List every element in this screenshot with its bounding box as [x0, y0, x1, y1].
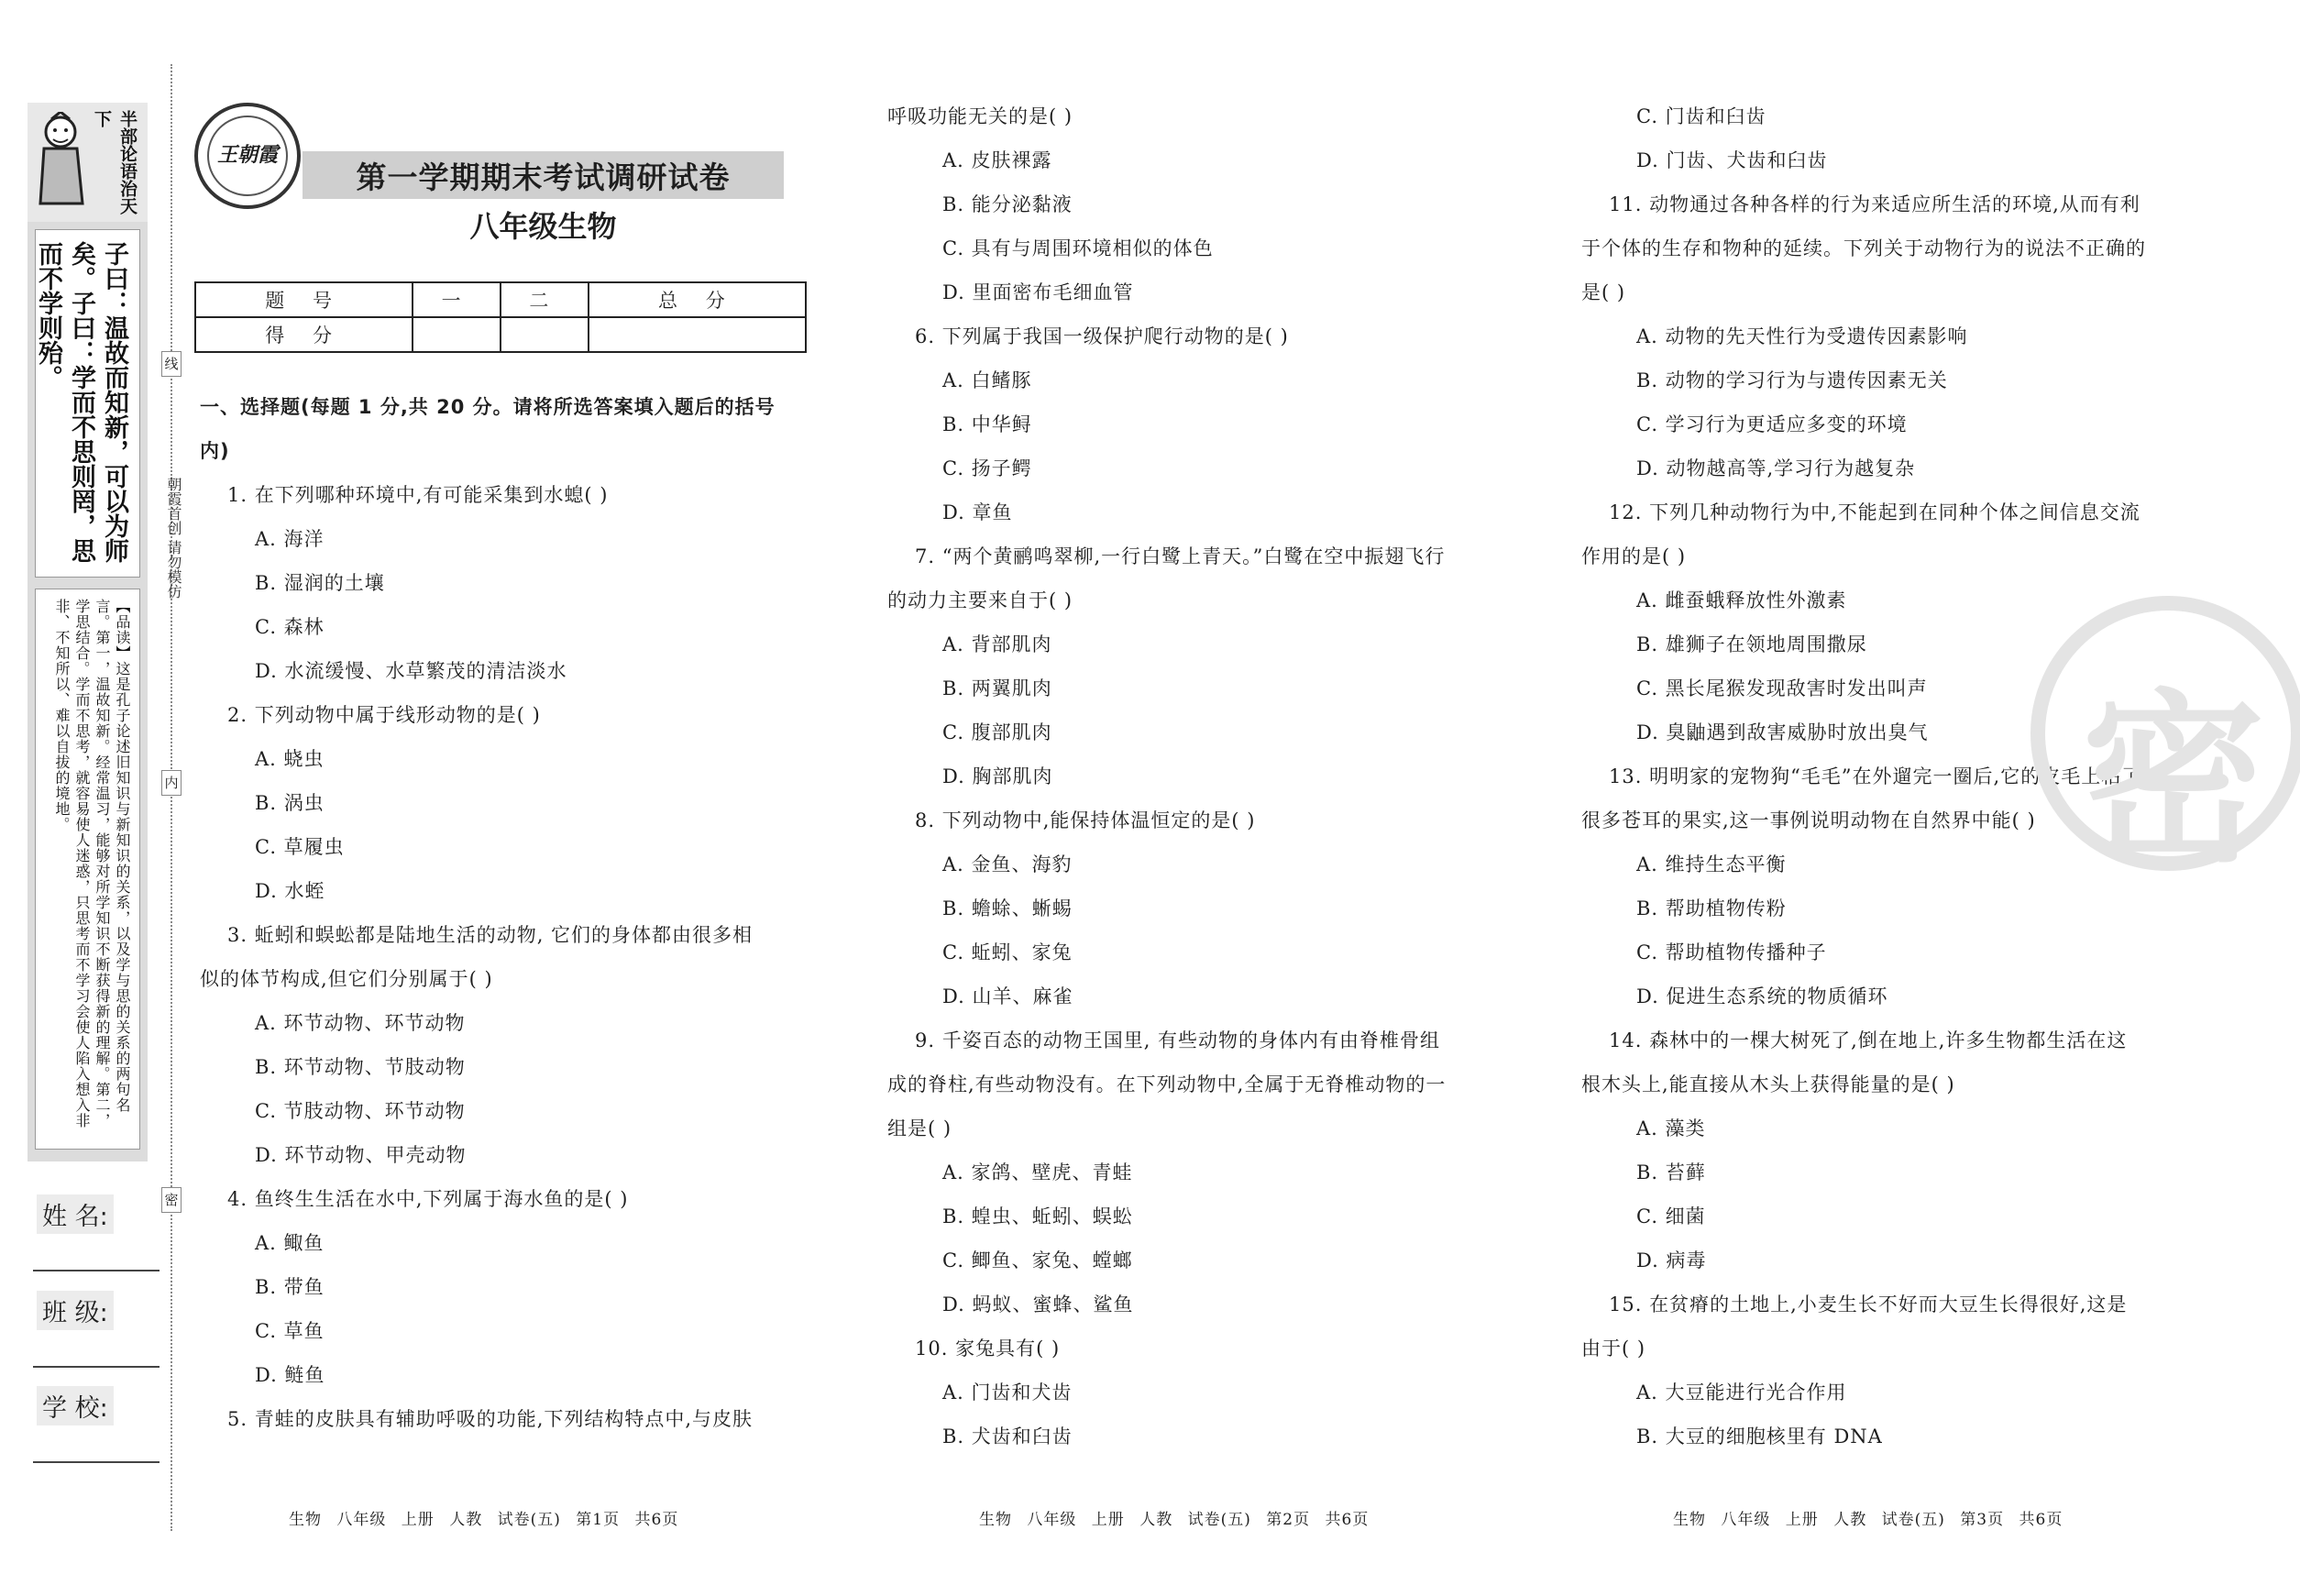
answer-option: A. 维持生态平衡: [1636, 853, 1787, 875]
score-table: [194, 281, 807, 353]
score-cell: 二: [501, 282, 589, 317]
answer-option: C. 扬子鳄: [942, 457, 1032, 479]
answer-option: A. 鲰鱼: [255, 1232, 325, 1254]
footer-page-2: 生物 八年级 上册 人教 试卷(五) 第2页 共6页: [979, 1511, 1370, 1529]
answer-option: B. 雄狮子在领地周围撒尿: [1636, 633, 1867, 655]
answer-option: C. 蚯蚓、家兔: [942, 941, 1073, 963]
section-heading: 内): [200, 440, 230, 462]
reading-box: [35, 589, 140, 1150]
answer-option: A. 金鱼、海豹: [942, 853, 1073, 875]
footer-page-1: 生物 八年级 上册 人教 试卷(五) 第1页 共6页: [289, 1511, 679, 1529]
score-cell: 得 分: [195, 317, 413, 352]
name-label: 姓 名:: [37, 1194, 114, 1234]
answer-option: C. 草鱼: [255, 1320, 325, 1342]
answer-option: B. 大豆的细胞核里有 DNA: [1636, 1425, 1883, 1447]
question-stem: 15. 在贫瘠的土地上,小麦生长不好而大豆生长得很好,这是: [1609, 1293, 2128, 1315]
column-1: [200, 385, 814, 1441]
fold-mark-1: 线: [161, 351, 182, 377]
answer-option: A. 动物的先天性行为受遗传因素影响: [1636, 325, 1968, 347]
answer-option: D. 促进生态系统的物质循环: [1636, 985, 1888, 1007]
fold-mark-3: 密: [161, 1187, 182, 1213]
confucius-cartoon-icon: [35, 112, 88, 213]
answer-option: B. 动物的学习行为与遗传因素无关: [1636, 369, 1948, 391]
answer-option: B. 帮助植物传粉: [1636, 897, 1787, 919]
answer-option: D. 章鱼: [942, 501, 1013, 523]
score-header-row: [195, 282, 806, 317]
sidebar-tag: 半部论语治天下: [92, 110, 138, 215]
answer-option: A. 环节动物、环节动物: [255, 1012, 466, 1034]
answer-option: D. 环节动物、甲壳动物: [255, 1144, 467, 1166]
class-line[interactable]: [33, 1366, 160, 1368]
answer-option: B. 湿润的土壤: [255, 572, 385, 594]
reading-text: 【品读】这是孔子论述旧知识与新知识的关系，以及学与思的关系的两句名言。第一，温故知新。经常温习，能够对所学知识不断获得新的理解。第二，学思结合。学而不思考，就容易使人迷惑，只思考而不学习会使人陷入想入非非、不知所以、难以自拔的境地。: [53, 599, 131, 1128]
answer-option: B. 苔藓: [1636, 1161, 1706, 1183]
answer-option: C. 鲫鱼、家兔、螳螂: [942, 1249, 1133, 1271]
fold-mark-2: 内: [161, 770, 182, 796]
motto-box: [35, 229, 140, 578]
question-continuation: 成的脊柱,有些动物没有。在下列动物中,全属于无脊椎动物的一: [887, 1073, 1447, 1095]
question-stem: 11. 动物通过各种各样的行为来适应所生活的环境,从而有利: [1609, 193, 2140, 215]
answer-option: D. 里面密布毛细血管: [942, 281, 1134, 303]
question-stem: 5. 青蛙的皮肤具有辅助呼吸的功能,下列结构特点中,与皮肤: [227, 1408, 754, 1430]
left-sidebar: [28, 103, 148, 1161]
question-stem: 10. 家兔具有( ): [915, 1337, 1061, 1359]
answer-option: D. 蚂蚁、蜜蜂、鲨鱼: [942, 1293, 1134, 1315]
answer-option: C. 黑长尾猴发现敌害时发出叫声: [1636, 677, 1928, 699]
answer-option: B. 环节动物、节肢动物: [255, 1056, 466, 1078]
answer-option: A. 门齿和犬齿: [942, 1381, 1073, 1403]
question-stem: 1. 在下列哪种环境中,有可能采集到水螅( ): [227, 484, 609, 506]
answer-option: A. 藻类: [1636, 1117, 1706, 1139]
fold-line: [171, 64, 172, 1531]
answer-option: A. 海洋: [255, 528, 325, 550]
answer-option: D. 动物越高等,学习行为越复杂: [1636, 457, 1916, 479]
answer-option: D. 鲢鱼: [255, 1364, 325, 1386]
answer-option: D. 病毒: [1636, 1249, 1707, 1271]
school-label: 学 校:: [37, 1386, 114, 1425]
secret-stamp: [2030, 596, 2300, 887]
question-stem: 12. 下列几种动物行为中,不能起到在同种个体之间信息交流: [1609, 501, 2140, 523]
answer-option: A. 大豆能进行光合作用: [1636, 1381, 1847, 1403]
brand-logo: [194, 103, 301, 209]
answer-option: D. 胸部肌肉: [942, 765, 1053, 787]
name-line[interactable]: [33, 1270, 160, 1271]
answer-option: C. 细菌: [1636, 1205, 1706, 1227]
answer-option: C. 具有与周围环境相似的体色: [942, 237, 1214, 259]
section-heading: 一、选择题(每题 1 分,共 20 分。请将所选答案填入题后的括号: [200, 396, 776, 418]
question-stem: 2. 下列动物中属于线形动物的是( ): [227, 704, 541, 726]
answer-option: C. 门齿和臼齿: [1636, 105, 1766, 127]
answer-option: A. 皮肤裸露: [942, 149, 1052, 171]
question-continuation: 呼吸功能无关的是( ): [887, 105, 1073, 127]
score-value-row: [195, 317, 806, 352]
answer-option: C. 森林: [255, 616, 325, 638]
score-input[interactable]: [413, 317, 501, 352]
answer-option: B. 中华鲟: [942, 413, 1032, 435]
answer-option: B. 能分泌黏液: [942, 193, 1073, 215]
answer-option: D. 水流缓慢、水草繁茂的清洁淡水: [255, 660, 567, 682]
answer-option: B. 带鱼: [255, 1276, 325, 1298]
logo-text: 王朝霞: [216, 143, 278, 167]
answer-option: C. 帮助植物传播种子: [1636, 941, 1827, 963]
answer-option: B. 涡虫: [255, 792, 325, 814]
answer-option: A. 家鸽、壁虎、青蛙: [942, 1161, 1133, 1183]
question-stem: 14. 森林中的一棵大树死了,倒在地上,许多生物都生活在这: [1609, 1029, 2128, 1051]
answer-option: D. 山羊、麻雀: [942, 985, 1073, 1007]
answer-option: B. 犬齿和臼齿: [942, 1425, 1073, 1447]
answer-option: D. 臭鼬遇到敌害威胁时放出臭气: [1636, 721, 1929, 743]
question-continuation: 根木头上,能直接从木头上获得能量的是( ): [1581, 1073, 1955, 1095]
answer-option: D. 水蛭: [255, 880, 325, 902]
page-title: 第一学期期末考试调研试卷: [356, 160, 731, 195]
question-continuation: 于个体的生存和物种的延续。下列关于动物行为的说法不正确的: [1581, 237, 2146, 259]
answer-option: C. 腹部肌肉: [942, 721, 1052, 743]
answer-option: A. 背部肌肉: [942, 633, 1052, 655]
score-cell: 题 号: [195, 282, 413, 317]
question-stem: 9. 千姿百态的动物王国里, 有些动物的身体内有由脊椎骨组: [915, 1029, 1441, 1051]
footer-page-3: 生物 八年级 上册 人教 试卷(五) 第3页 共6页: [1673, 1511, 2063, 1529]
school-line[interactable]: [33, 1461, 160, 1463]
stamp-char: 密: [2082, 674, 2266, 887]
answer-option: A. 白鳍豚: [942, 369, 1032, 391]
column-2: [887, 94, 1511, 1458]
question-continuation: 组是( ): [887, 1117, 952, 1139]
answer-option: D. 门齿、犬齿和臼齿: [1636, 149, 1828, 171]
motto-text: 子曰：温故而知新，可以为师矣。子曰：学而不思则罔，思而不学则殆。: [34, 241, 128, 563]
answer-option: C. 学习行为更适应多变的环境: [1636, 413, 1908, 435]
question-continuation: 很多苍耳的果实,这一事例说明动物在自然界中能( ): [1581, 809, 2036, 831]
score-cell: 一: [413, 282, 501, 317]
question-continuation: 由于( ): [1581, 1337, 1646, 1359]
answer-option: A. 雌蚕蛾释放性外激素: [1636, 589, 1847, 611]
score-input[interactable]: [589, 317, 806, 352]
sidebar-header: [28, 103, 148, 222]
score-input[interactable]: [501, 317, 589, 352]
question-stem: 8. 下列动物中,能保持体温恒定的是( ): [915, 809, 1256, 831]
question-stem: 7. “两个黄鹂鸣翠柳,一行白鹭上青天。”白鹭在空中振翅飞行: [915, 545, 1446, 567]
answer-option: B. 两翼肌肉: [942, 677, 1052, 699]
question-stem: 13. 明明家的宠物狗“毛毛”在外遛完一圈后,它的皮毛上粘了: [1609, 765, 2142, 787]
copyright-note: 朝霞首创 请勿模仿: [165, 477, 182, 600]
class-label: 班 级:: [37, 1291, 114, 1330]
answer-option: C. 节肢动物、环节动物: [255, 1100, 466, 1122]
score-cell: 总 分: [589, 282, 806, 317]
answer-option: B. 蟾蜍、蜥蜴: [942, 897, 1073, 919]
question-continuation: 作用的是( ): [1581, 545, 1687, 567]
question-continuation: 的动力主要来自于( ): [887, 589, 1073, 611]
page-subtitle: 八年级生物: [469, 209, 617, 244]
answer-option: C. 草履虫: [255, 836, 345, 858]
question-continuation: 似的体节构成,但它们分别属于( ): [200, 968, 493, 990]
question-stem: 3. 蚯蚓和蜈蚣都是陆地生活的动物, 它们的身体都由很多相: [227, 924, 754, 946]
answer-option: B. 蝗虫、蚯蚓、蜈蚣: [942, 1205, 1133, 1227]
answer-option: A. 蛲虫: [255, 748, 325, 770]
question-stem: 4. 鱼终生生活在水中,下列属于海水鱼的是( ): [227, 1188, 629, 1210]
question-continuation: 是( ): [1581, 281, 1626, 303]
question-stem: 6. 下列属于我国一级保护爬行动物的是( ): [915, 325, 1289, 347]
